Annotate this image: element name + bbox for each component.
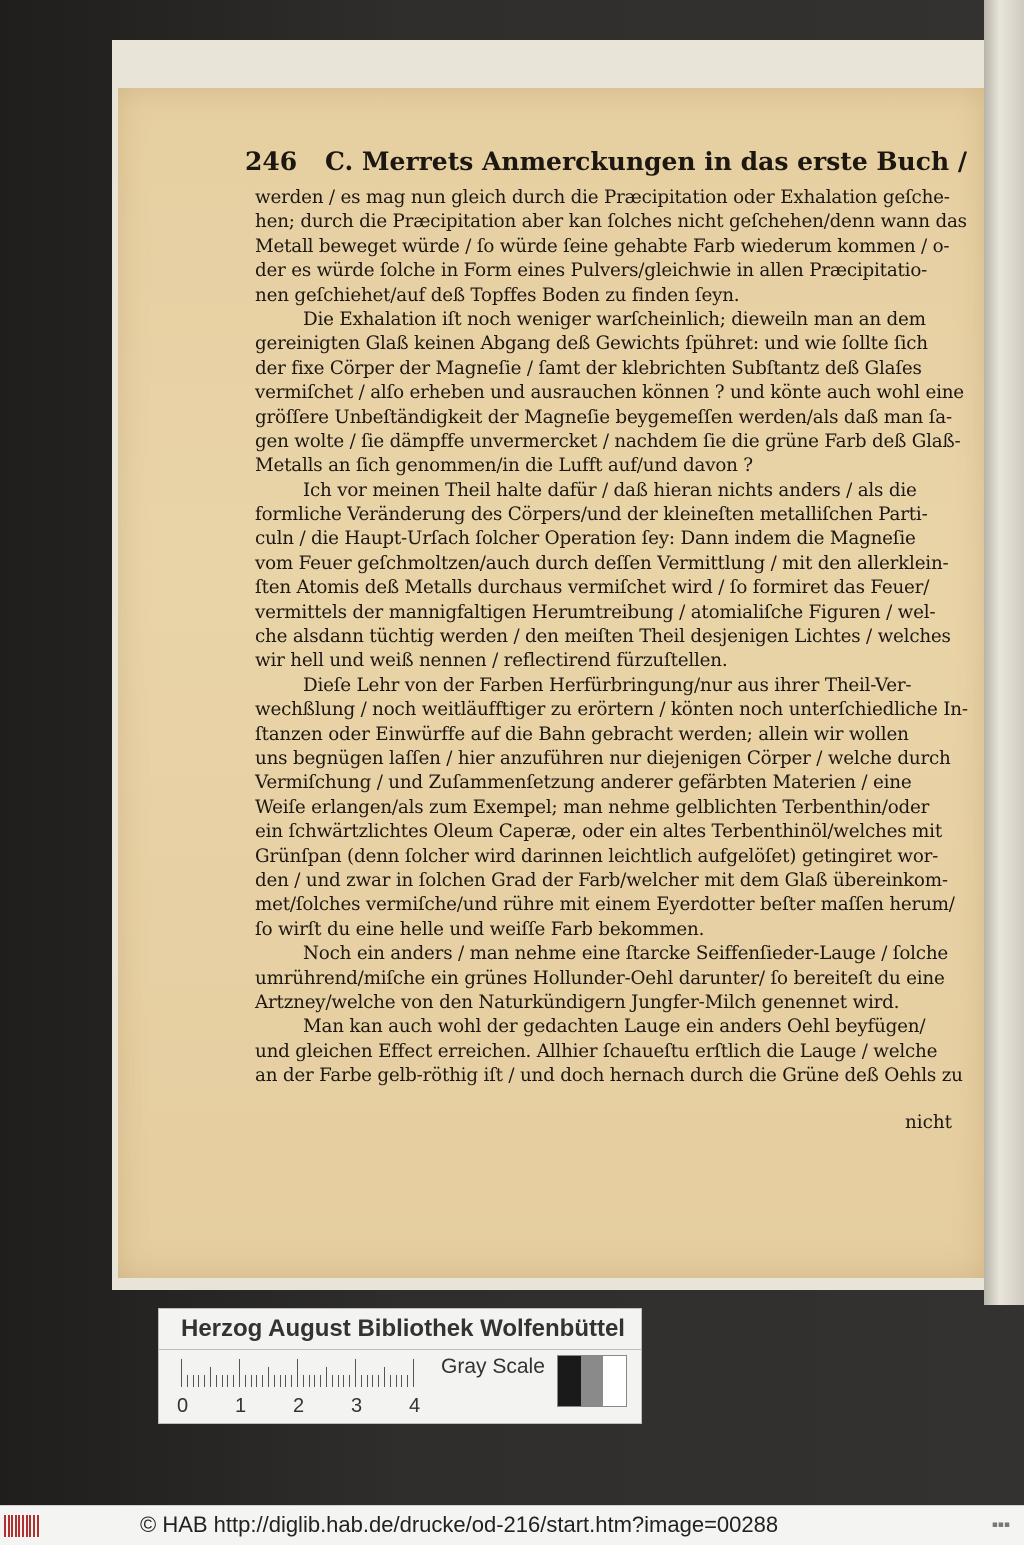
catchword: nicht <box>905 1112 952 1133</box>
page-body-text <box>255 186 968 1088</box>
swatch-white <box>603 1356 626 1406</box>
footer-bar <box>0 1505 1024 1545</box>
text-line: vermittels der mannigfaltigen Herumtreibung / atomialiſche Figuren / wel- <box>255 601 936 623</box>
barcode-bar <box>33 1515 35 1537</box>
ruler-tick <box>326 1367 327 1387</box>
text-line: gröſſere Unbeſtändigkeit der Magneſie beygemeſſen werden/als daß man ſa- <box>255 406 952 428</box>
scale-number: 4 <box>409 1395 421 1417</box>
ruler-tick <box>332 1375 333 1387</box>
gray-swatches <box>557 1355 627 1407</box>
text-line: werden / es mag nun gleich durch die Præcipitation oder Exhalation geſche- <box>255 187 950 208</box>
gray-scale-label: Gray Scale <box>441 1355 545 1378</box>
scale-number: 3 <box>351 1395 363 1417</box>
scale-number: 2 <box>293 1395 305 1417</box>
ruler-tick <box>239 1359 240 1387</box>
barcode-bar <box>11 1515 13 1537</box>
ruler-tick <box>222 1375 223 1387</box>
ruler-tick <box>390 1375 391 1387</box>
text-line: Ich vor meinen Theil halte dafür / daß hieran nichts anders / als die <box>303 479 917 501</box>
ruler-tick <box>320 1375 321 1387</box>
ruler-tick <box>216 1375 217 1387</box>
ruler-tick <box>193 1375 194 1387</box>
text-line: ſtanzen oder Einwürffe auf die Bahn gebracht werden; allein wir wollen <box>255 723 909 745</box>
ruler-tick <box>303 1375 304 1387</box>
ruler-tick <box>181 1359 182 1387</box>
ruler-tick <box>361 1375 362 1387</box>
card-divider <box>159 1349 641 1350</box>
color-card <box>158 1308 642 1424</box>
ruler-tick <box>378 1375 379 1387</box>
ruler-tick <box>227 1375 228 1387</box>
text-line: an der Farbe gelb-röthig iſt / und doch hernach durch die Grüne deß Oehls zu <box>255 1065 963 1087</box>
ruler-tick <box>187 1375 188 1387</box>
ruler-tick <box>285 1375 286 1387</box>
ruler-tick <box>245 1375 246 1387</box>
text-line: der es würde ſolche in Form eines Pulvers/gleichwie in allen Præcipitatio- <box>255 260 928 282</box>
ruler-tick <box>291 1375 292 1387</box>
text-line: culn / die Haupt-Urſach ſolcher Operation ſey: Dann indem die Magneſie <box>255 528 916 550</box>
ruler-tick <box>251 1375 252 1387</box>
ruler-tick <box>256 1375 257 1387</box>
ruler-tick <box>280 1375 281 1387</box>
text-line: Die Exhalation iſt noch weniger warſcheinlich; dieweiln man an dem <box>303 308 926 330</box>
ruler-tick <box>384 1367 385 1387</box>
ruler-tick <box>396 1375 397 1387</box>
ruler-tick <box>233 1375 234 1387</box>
barcode-bar <box>26 1515 28 1537</box>
barcode-bar <box>29 1515 31 1537</box>
text-line: gen wolte / ſie dämpffe unvermercket / nachdem ſie die grüne Farb deß Glaß- <box>255 430 961 452</box>
text-line: Metall beweget würde / ſo würde ſeine gehabte Farb wiederum kommen / o- <box>255 235 950 257</box>
text-line: ſo wirſt du eine helle und weiſſe Farb bekommen. <box>255 918 705 940</box>
ruler-tick <box>338 1375 339 1387</box>
barcode-bar <box>37 1515 39 1537</box>
barcode-bar <box>18 1515 20 1537</box>
ruler-tick <box>355 1359 356 1387</box>
ruler-tick <box>349 1375 350 1387</box>
ruler-tick <box>210 1367 211 1387</box>
text-line: wechßlung / noch weitläufftiger zu erörtern / könten noch unterſchiedliche In- <box>255 699 968 721</box>
ruler-tick <box>413 1359 414 1387</box>
text-line: Dieſe Lehr von der Farben Herfürbringung/nur aus ihrer Theil-Ver- <box>303 674 912 696</box>
text-line: der fixe Cörper der Magneſie / ſamt der klebrichten Subſtantz deß Glaſes <box>255 357 922 379</box>
ruler-tick <box>268 1367 269 1387</box>
ruler-tick <box>372 1375 373 1387</box>
ruler-tick <box>262 1375 263 1387</box>
text-line: Artzney/welche von den Naturkündigern Jungfer-Milch genennet wird. <box>255 991 900 1013</box>
scale-ruler <box>181 1357 421 1387</box>
text-line: che alsdann tüchtig werden / den meiſten Theil desjenigen Lichtes / welches <box>255 626 951 648</box>
running-head-title: C. Merrets Anmerckungen in das erste Buch / <box>325 147 967 176</box>
running-head <box>245 147 967 176</box>
scale-number: 1 <box>235 1395 247 1417</box>
text-line: ein ſchwärtzlichtes Oleum Caperæ, oder ein altes Terbenthinöl/welches mit <box>255 821 942 843</box>
text-line: Vermiſchung / und Zuſammenſetzung anderer gefärbten Materien / eine <box>255 772 912 794</box>
ruler-tick <box>407 1375 408 1387</box>
text-line: gereinigten Glaß keinen Abgang deß Gewichts ſpühret: und wie ſollte ſich <box>255 333 928 355</box>
text-line: wir hell und weiß nennen / reflectirend fürzuſtellen. <box>255 650 728 672</box>
scale-number: 0 <box>177 1395 189 1417</box>
ruler-tick <box>274 1375 275 1387</box>
text-line: formliche Veränderung des Cörpers/und der kleineſten metalliſchen Parti- <box>255 504 928 526</box>
text-line: ſten Atomis deß Metalls durchaus vermiſchet wird / ſo formiret das Feuer/ <box>255 577 930 599</box>
page-number: 246 <box>245 147 298 176</box>
ruler-tick <box>204 1375 205 1387</box>
ruler-tick <box>314 1375 315 1387</box>
ruler-tick <box>297 1359 298 1387</box>
text-line: und gleichen Effect erreichen. Allhier ſchaueſtu erſtlich die Lauge / welche <box>255 1040 938 1062</box>
text-line: uns begnügen laſſen / hier anzuführen nur diejenigen Cörper / welche durch <box>255 747 951 769</box>
barcode-bar <box>8 1515 10 1537</box>
text-line: Noch ein anders / man nehme eine ſtarcke Seiffenſieder-Lauge / ſolche <box>303 943 949 965</box>
barcode-icon <box>4 1515 42 1537</box>
text-line: Weiſe erlangen/als zum Exempel; man nehme gelblichten Terbenthin/oder <box>255 796 930 818</box>
swatch-black <box>558 1356 581 1406</box>
ruler-tick <box>401 1375 402 1387</box>
ruler-tick <box>343 1375 344 1387</box>
text-line: met/ſolches vermiſche/und rühre mit einem Eyerdotter beſter maſſen herum/ <box>255 894 955 916</box>
text-line: Grünſpan (denn ſolcher wird darinnen leichtlich aufgelöſet) getingiret wor- <box>255 845 939 867</box>
ruler-tick <box>309 1375 310 1387</box>
library-name: Herzog August Bibliothek Wolfenbüttel <box>181 1315 625 1342</box>
text-line: hen; durch die Præcipitation aber kan ſolches nicht geſchehen/denn wann das <box>255 211 967 233</box>
book-edge <box>984 0 1024 1305</box>
text-line: nen geſchiehet/auf deß Topffes Boden zu finden ſeyn. <box>255 284 740 306</box>
text-line: umrührend/miſche ein grünes Hollunder-Oehl darunter/ ſo bereiteſt du eine <box>255 967 945 989</box>
text-line: Man kan auch wohl der gedachten Lauge ein anders Oehl beyfügen/ <box>303 1016 926 1038</box>
barcode-bar <box>22 1515 24 1537</box>
copyright-url: © HAB http://diglib.hab.de/drucke/od-216/start.htm?image=00288 <box>140 1512 779 1537</box>
text-line: Metalls an ſich genommen/in die Lufft auf/und davon ? <box>255 455 753 477</box>
ruler-tick <box>198 1375 199 1387</box>
barcode-bar <box>4 1515 6 1537</box>
swatch-gray <box>581 1356 604 1406</box>
footer-mark-icon: ▪▪▪ <box>991 1520 1010 1530</box>
barcode-bar <box>15 1515 17 1537</box>
text-line: den / und zwar in ſolchen Grad der Farb/welcher mit dem Glaß übereinkom- <box>255 869 948 891</box>
ruler-tick <box>367 1375 368 1387</box>
text-line: vermiſchet / alſo erheben und ausrauchen können ? und könte auch wohl eine <box>255 382 964 404</box>
text-line: vom Feuer geſchmoltzen/auch durch deſſen Vermittlung / mit den allerklein- <box>255 552 949 574</box>
